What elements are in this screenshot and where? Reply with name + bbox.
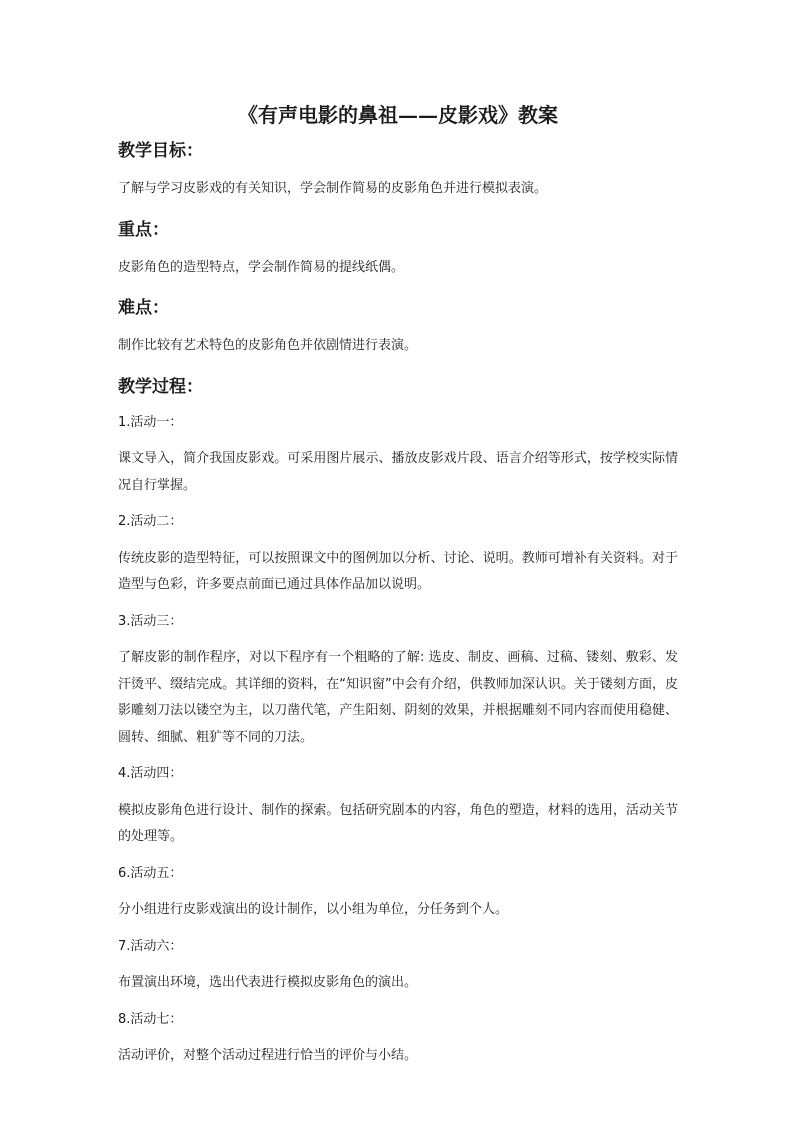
document-page bbox=[118, 100, 678, 1070]
key-points-heading: 重点： bbox=[118, 219, 169, 240]
key-points-text: 皮影角色的造型特点，学会制作简易的提线纸偶。 bbox=[118, 259, 405, 275]
document-title: 《有声电影的鼻祖——皮影戏》教案 bbox=[238, 103, 558, 127]
activity-1-label: 1.活动一： bbox=[118, 414, 183, 430]
objectives-heading: 教学目标： bbox=[118, 141, 203, 161]
activity-4-label: 4.活动四： bbox=[118, 766, 183, 781]
difficulties-text: 制作比较有艺术特色的皮影角色并依剧情进行表演。 bbox=[118, 338, 418, 353]
activity-3-label: 3.活动三： bbox=[118, 613, 183, 629]
difficulties-heading: 难点： bbox=[118, 298, 169, 318]
objectives-text: 了解与学习皮影戏的有关知识，学会制作简易的皮影角色并进行模拟表演。 bbox=[118, 181, 548, 196]
activity-6-label: 7.活动六： bbox=[118, 938, 183, 954]
activity-7-text: 活动评价，对整个活动过程进行恰当的评价与小结。 bbox=[118, 1048, 418, 1063]
activity-7-label: 8.活动七： bbox=[118, 1011, 183, 1027]
activity-5-text: 分小组进行皮影戏演出的设计制作，以小组为单位，分任务到个人。 bbox=[118, 902, 509, 917]
activity-3-text: 了解皮影的制作程序，对以下程序有一个粗略的了解: 选皮、制皮、画稿、过稿、镂刻、敷彩、发汗烫平、缀结完成。其详细的资料，在“知识窗”中会有介绍，供教师加深认识。关于镂刻方面，皮影雕刻刀法以镂空为主，以刀凿代笔，产生阳刻、阴刻的效果，并根据雕刻不同内容而使用稳健、圆转、细腻、粗犷等不同的刀法。 bbox=[118, 650, 678, 745]
activity-5-label: 6.活动五： bbox=[118, 865, 183, 881]
activity-2-text: 传统皮影的造型特征，可以按照课文中的图例加以分析、讨论、说明。教师可增补有关资料。对于造型与色彩，许多要点前面已通过具体作品加以说明。 bbox=[118, 550, 678, 592]
activity-6-text: 布置演出环境，选出代表进行模拟皮影角色的演出。 bbox=[118, 975, 418, 990]
activity-1-text: 课文导入，简介我国皮影戏。可采用图片展示、播放皮影戏片段、语言介绍等形式，按学校实际情况自行掌握。 bbox=[118, 451, 678, 493]
process-heading: 教学过程： bbox=[118, 376, 203, 397]
activity-2-label: 2.活动二： bbox=[118, 514, 183, 529]
activity-4-text: 模拟皮影角色进行设计、制作的探索。包括研究剧本的内容，角色的塑造，材料的选用，活动关节的处理等。 bbox=[118, 802, 678, 844]
